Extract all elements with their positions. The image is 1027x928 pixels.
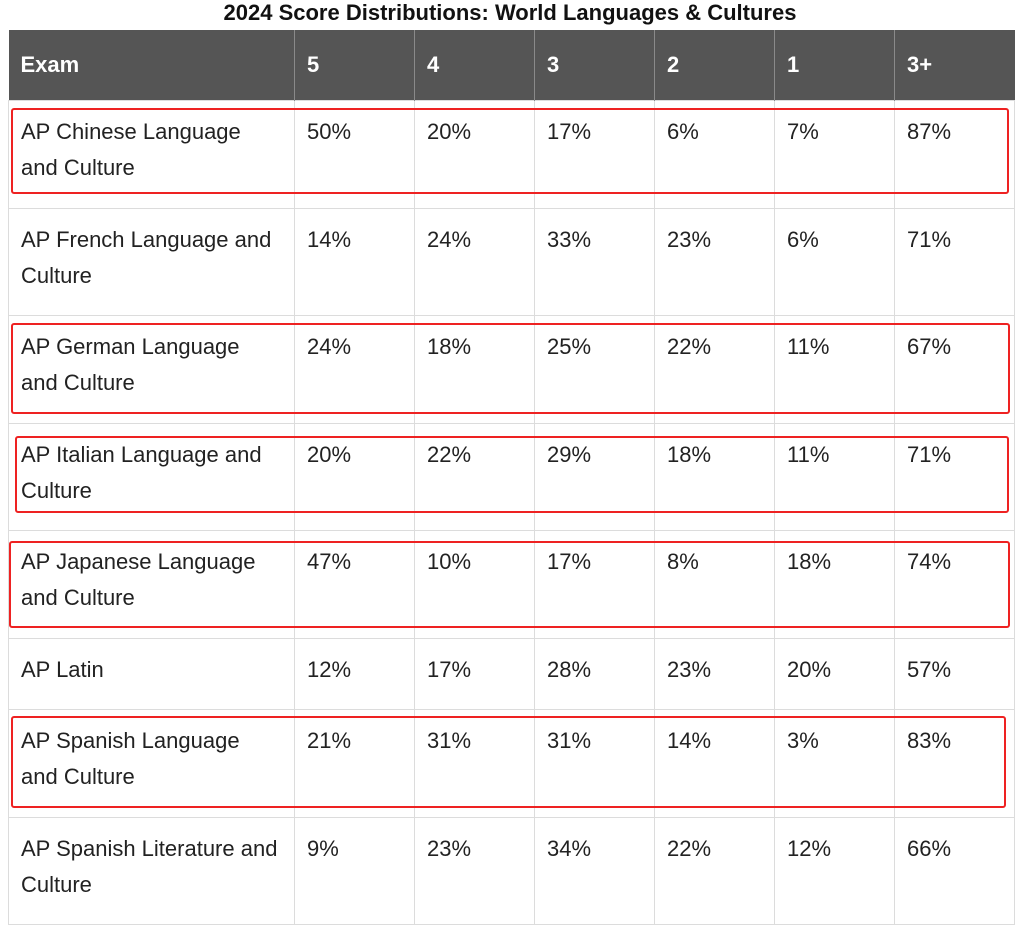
table-row	[9, 101, 1015, 209]
header-score-2: 2	[655, 30, 775, 101]
header-exam: Exam	[9, 30, 295, 101]
table-body	[9, 101, 1015, 925]
score-2-cell: 22%	[655, 316, 775, 424]
score-5-cell: 21%	[295, 710, 415, 818]
score-3-cell: 25%	[535, 316, 655, 424]
score-3plus-cell: 57%	[895, 639, 1015, 710]
exam-name-cell: AP Spanish Literature and Culture	[9, 818, 295, 925]
header-score-4: 4	[415, 30, 535, 101]
exam-name-cell: AP Spanish Language and Culture	[9, 710, 295, 818]
score-3plus-cell: 74%	[895, 531, 1015, 639]
score-3-cell: 31%	[535, 710, 655, 818]
table-row	[9, 424, 1015, 531]
table-row	[9, 209, 1015, 316]
score-1-cell: 20%	[775, 639, 895, 710]
score-2-cell: 23%	[655, 209, 775, 316]
score-1-cell: 12%	[775, 818, 895, 925]
score-4-cell: 22%	[415, 424, 535, 531]
table-row	[9, 710, 1015, 818]
exam-name-cell: AP French Language and Culture	[9, 209, 295, 316]
header-score-1: 1	[775, 30, 895, 101]
score-1-cell: 11%	[775, 424, 895, 531]
score-4-cell: 20%	[415, 101, 535, 209]
score-3plus-cell: 87%	[895, 101, 1015, 209]
score-3plus-cell: 83%	[895, 710, 1015, 818]
score-5-cell: 24%	[295, 316, 415, 424]
score-4-cell: 10%	[415, 531, 535, 639]
score-table	[8, 30, 1015, 925]
score-3plus-cell: 71%	[895, 424, 1015, 531]
score-2-cell: 23%	[655, 639, 775, 710]
score-1-cell: 7%	[775, 101, 895, 209]
header-score-3plus: 3+	[895, 30, 1015, 101]
score-5-cell: 12%	[295, 639, 415, 710]
score-3-cell: 34%	[535, 818, 655, 925]
score-3-cell: 17%	[535, 101, 655, 209]
score-2-cell: 6%	[655, 101, 775, 209]
score-5-cell: 50%	[295, 101, 415, 209]
table-row	[9, 818, 1015, 925]
score-1-cell: 6%	[775, 209, 895, 316]
score-5-cell: 47%	[295, 531, 415, 639]
score-4-cell: 24%	[415, 209, 535, 316]
score-5-cell: 14%	[295, 209, 415, 316]
exam-name-cell: AP Japanese Language and Culture	[9, 531, 295, 639]
header-score-3: 3	[535, 30, 655, 101]
score-3-cell: 17%	[535, 531, 655, 639]
score-3-cell: 33%	[535, 209, 655, 316]
table-row	[9, 639, 1015, 710]
score-3plus-cell: 66%	[895, 818, 1015, 925]
score-1-cell: 18%	[775, 531, 895, 639]
score-5-cell: 20%	[295, 424, 415, 531]
score-1-cell: 3%	[775, 710, 895, 818]
score-3-cell: 29%	[535, 424, 655, 531]
score-5-cell: 9%	[295, 818, 415, 925]
table-row	[9, 531, 1015, 639]
exam-name-cell: AP Italian Language and Culture	[9, 424, 295, 531]
score-4-cell: 31%	[415, 710, 535, 818]
score-4-cell: 17%	[415, 639, 535, 710]
score-2-cell: 18%	[655, 424, 775, 531]
exam-name-cell: AP Latin	[9, 639, 295, 710]
table-row	[9, 316, 1015, 424]
score-4-cell: 18%	[415, 316, 535, 424]
score-2-cell: 8%	[655, 531, 775, 639]
table-title: 2024 Score Distributions: World Languages & Cultures	[223, 0, 797, 25]
score-3plus-cell: 71%	[895, 209, 1015, 316]
score-3-cell: 28%	[535, 639, 655, 710]
score-2-cell: 14%	[655, 710, 775, 818]
score-1-cell: 11%	[775, 316, 895, 424]
header-score-5: 5	[295, 30, 415, 101]
exam-name-cell: AP Chinese Language and Culture	[9, 101, 295, 209]
score-2-cell: 22%	[655, 818, 775, 925]
score-4-cell: 23%	[415, 818, 535, 925]
table-header	[9, 30, 1015, 101]
score-3plus-cell: 67%	[895, 316, 1015, 424]
exam-name-cell: AP German Language and Culture	[9, 316, 295, 424]
